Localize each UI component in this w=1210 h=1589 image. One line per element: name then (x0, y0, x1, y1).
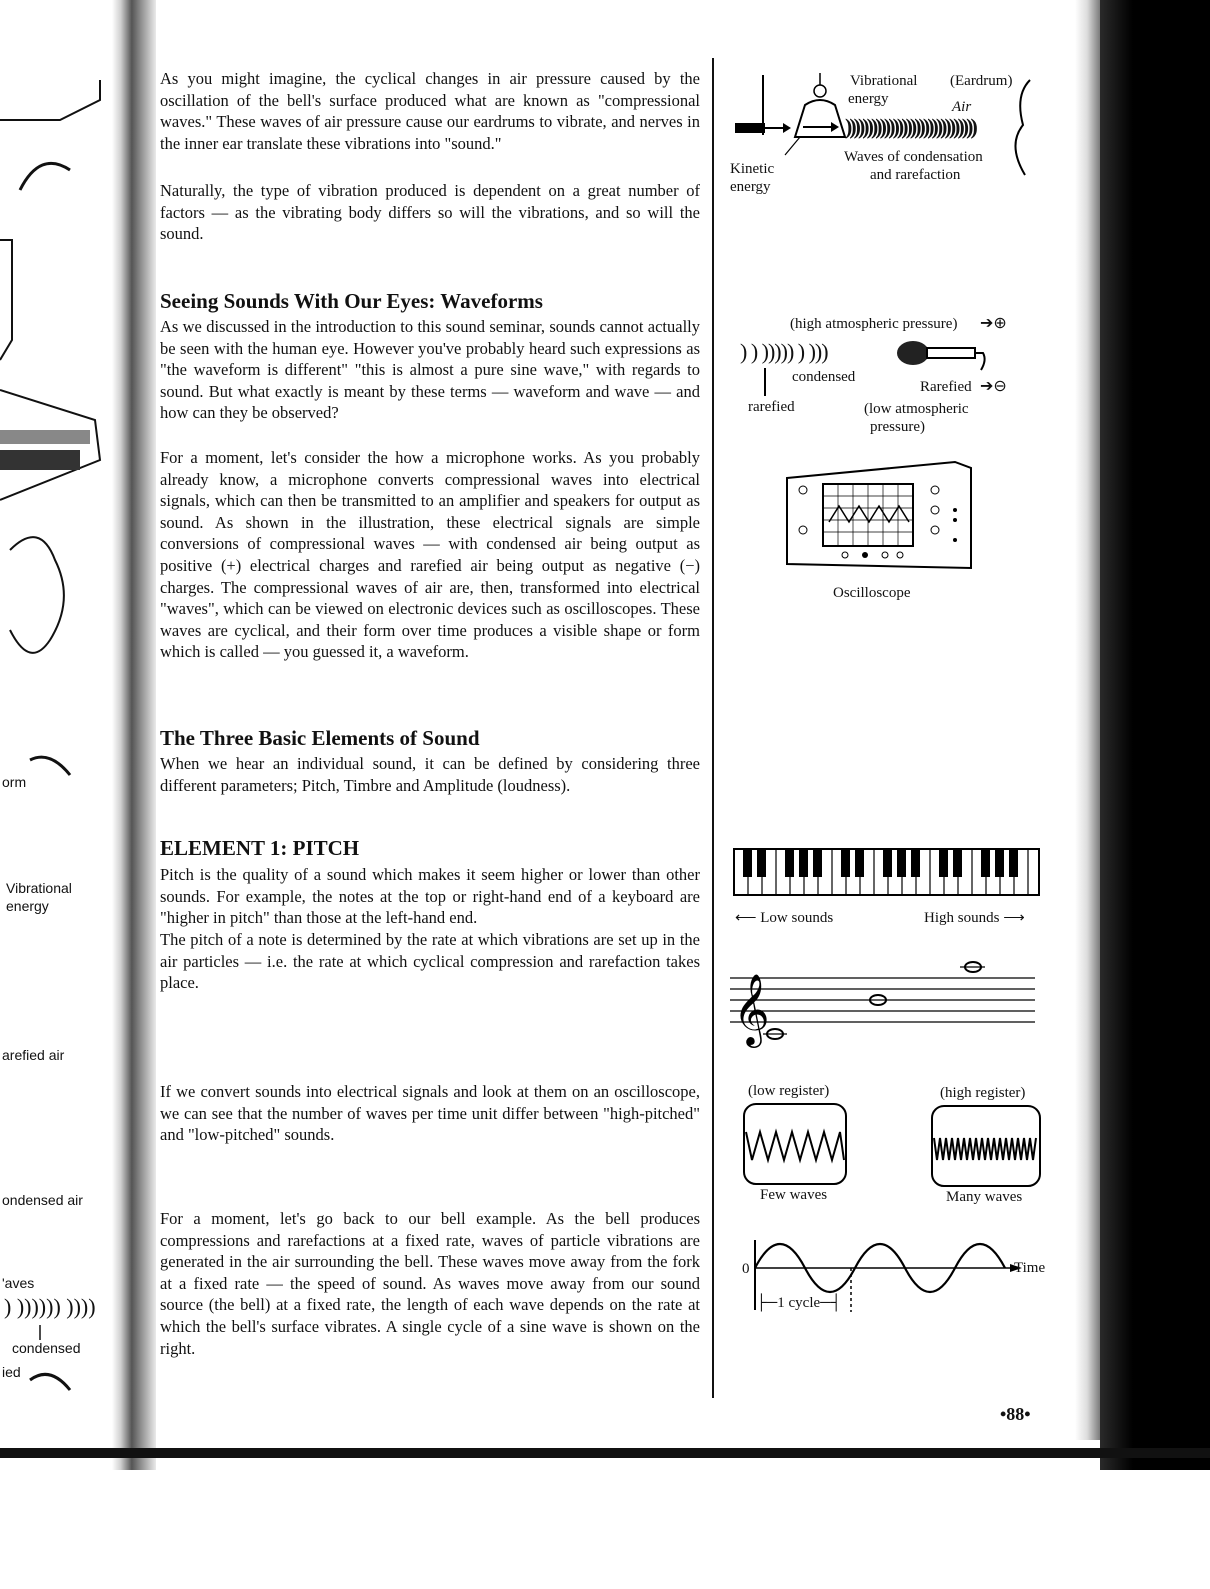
left-page-condensed-air: ondensed air (2, 1192, 83, 1208)
sine-cycle-text: 1 cycle (777, 1295, 821, 1311)
plus-icon: ➔⊕ (980, 315, 1007, 332)
paragraph-oscilloscope (160, 1081, 700, 1146)
keyboard-low-text: Low sounds (760, 910, 834, 926)
sine-time-label: Time (1014, 1260, 1046, 1276)
paragraph-oscilloscope-text: If we convert sounds into electrical signals and look at them on an oscilloscope, we can see that the number of waves per time unit differ between "high-pitched" and "low-pitched" sounds. (160, 1082, 700, 1145)
paragraph-rate (160, 929, 700, 994)
paragraph-rate-text: The pitch of a note is determined by the rate at which vibrations are set up in the air particles — i.e. the rate at which cyclical compression and rarefaction takes place. (160, 930, 700, 993)
left-page-condensed: condensed (12, 1340, 81, 1356)
many-waves-label: Many waves (946, 1189, 1023, 1205)
left-page-rarefied: arefied air (2, 1047, 65, 1063)
left-page-vibrational: Vibrational (6, 880, 72, 896)
sine-zero-label: 0 (742, 1261, 750, 1277)
bell-waves-label: Waves of condensation (844, 149, 983, 165)
low-register-label: (low register) (748, 1083, 830, 1099)
music-staff (725, 950, 1040, 1050)
paragraph-parameters (160, 753, 700, 796)
mic-rarefied-left-label: rarefied (748, 399, 795, 415)
mic-low-pressure-label-2: pressure) (870, 419, 925, 435)
keyboard-svg (733, 848, 1043, 898)
bell-kinetic-label: Kinetic (730, 161, 775, 177)
bottom-edge-bar (0, 1448, 1210, 1458)
mic-rarefied-right-label: Rarefied (920, 379, 972, 395)
oscilloscope-icon (785, 460, 975, 575)
mic-high-pressure-label: (high atmospheric pressure) (790, 316, 958, 332)
few-waves-label: Few waves (760, 1187, 828, 1203)
bell-rarefaction-label: and rarefaction (870, 167, 961, 183)
paragraph-naturally-text: Naturally, the type of vibration produced is dependent on a great number of factors — as the vibrating body differs so will the vibrations, and so will the sound. (160, 181, 700, 244)
high-register-label: (high register) (940, 1085, 1026, 1101)
keyboard-high-text: High sounds (924, 910, 1000, 926)
svg-text:𝄞: 𝄞 (733, 972, 770, 1045)
heading-three-elements-text: The Three Basic Elements of Sound (160, 726, 480, 750)
paragraph-naturally (160, 180, 700, 245)
microphone-icon (895, 338, 995, 378)
paragraph-compressional-text: As you might imagine, the cyclical changes in air pressure caused by the oscillation of the bell's surface produced what are known as "compressional waves." These waves of air pressure cause our eardrums to vibrate, and nerves in the inner ear translate these vibrations into "sound." (160, 69, 700, 153)
mic-marker-line (764, 368, 766, 396)
mic-wave-glyphs: ) ) ))))) ) ))) (740, 339, 828, 364)
keyboard-figure (733, 848, 1043, 898)
bell-air-label: Air (952, 99, 972, 115)
low-register-scope (742, 1102, 848, 1186)
paragraph-microphone (160, 447, 700, 663)
heading-three-elements (160, 728, 700, 750)
page-number: •88• (1000, 1404, 1031, 1424)
oscilloscope-svg (785, 460, 975, 575)
paragraph-parameters-text: When we hear an individual sound, it can be defined by considering three different parameters; Pitch, Timbre and Amplitude (loudness). (160, 754, 700, 795)
book-spine-shadow (112, 0, 156, 1470)
heading-pitch-text: ELEMENT 1: PITCH (160, 836, 360, 860)
left-page-orm: orm (2, 774, 27, 790)
high-register-scope (930, 1104, 1042, 1188)
paragraph-microphone-text: For a moment, let's consider the how a microphone works. As you probably already know, a microphone converts compressional waves into electrical signals, which can then be transmitted to an amplifier and speakers for output as sound. As shown in the illustration, these electrical signals are simple conversions of compressional waves — with condensed air being output as positive (+) electrical charges and rarefied air being output as negative (−) charges. The compressional waves of air are, then, transformed into electrical "waves", which can be viewed on electronic devices such as oscilloscopes. These waves are cyclical, and their form over time produces a visible shape or form which is called — you guessed it, a waveform. (160, 448, 700, 662)
left-page-ied: ied (2, 1364, 21, 1380)
paragraph-bell-text: For a moment, let's go back to our bell example. As the bell produces compressions and rarefactions at a fixed rate, waves of particle vibrations are generated in the air surrounding the bell. These waves move away from the fork at a fixed rate — the speed of sound. As waves move away from our sound source (the bell) at a fixed rate, the length of each wave depends on the rate at which the bell's surface vibrates. A single cycle of a sine wave is shown on the right. (160, 1209, 700, 1358)
staff-svg (725, 950, 1040, 1050)
sine-cycle-label: ├─1 cycle─┤ (756, 1295, 842, 1311)
bell-energy-label: energy (848, 91, 889, 107)
heading-waveforms (160, 291, 700, 313)
low-register-svg (742, 1102, 848, 1186)
oscilloscope-label: Oscilloscope (833, 585, 911, 601)
column-divider (712, 58, 714, 1398)
bell-vibrational-label: Vibrational (850, 73, 918, 89)
bell-kinetic-energy-label: energy (730, 179, 771, 195)
left-page-waves: 'aves (2, 1275, 35, 1291)
keyboard-low-label: ⟵ Low sounds (735, 910, 834, 926)
paragraph-bell (160, 1208, 700, 1359)
heading-pitch (160, 838, 700, 860)
bell-wave-glyphs: )))))))))))))))))))))))))))))) (845, 114, 975, 139)
keyboard-high-label: High sounds ⟶ (924, 910, 1025, 926)
left-page-energy: energy (6, 898, 49, 914)
paragraph-introduction-text: As we discussed in the introduction to this sound seminar, sounds cannot actually be seen with the human eye. However you've probably heard such expressions as "the waveform is different" "this is almost a pure sine wave," with regards to sound. But what exactly is meant by these terms — waveform and wave — and how can they be observed? (160, 317, 700, 423)
paragraph-pitch-text: Pitch is the quality of a sound which makes it seem higher or lower than other sounds. For example, the notes at the top or right-hand end of a keyboard are "higher in pitch" than those at the left-hand end. (160, 865, 700, 928)
heading-waveforms-text: Seeing Sounds With Our Eyes: Waveforms (160, 289, 543, 313)
minus-icon: ➔⊖ (980, 378, 1007, 395)
high-register-svg (930, 1104, 1042, 1188)
left-page-wave-glyphs: ) )))))) )))) (4, 1294, 96, 1319)
mic-low-pressure-label: (low atmospheric (864, 401, 969, 417)
left-page-svg (0, 60, 110, 1440)
right-dark-edge (1100, 0, 1210, 1470)
bell-eardrum-label: (Eardrum) (950, 73, 1013, 89)
paragraph-pitch (160, 864, 700, 929)
paragraph-introduction (160, 316, 700, 424)
paragraph-compressional (160, 68, 700, 154)
left-page-drawings (0, 60, 110, 1440)
mic-condensed-label: condensed (792, 369, 856, 385)
microphone-svg (895, 338, 995, 378)
